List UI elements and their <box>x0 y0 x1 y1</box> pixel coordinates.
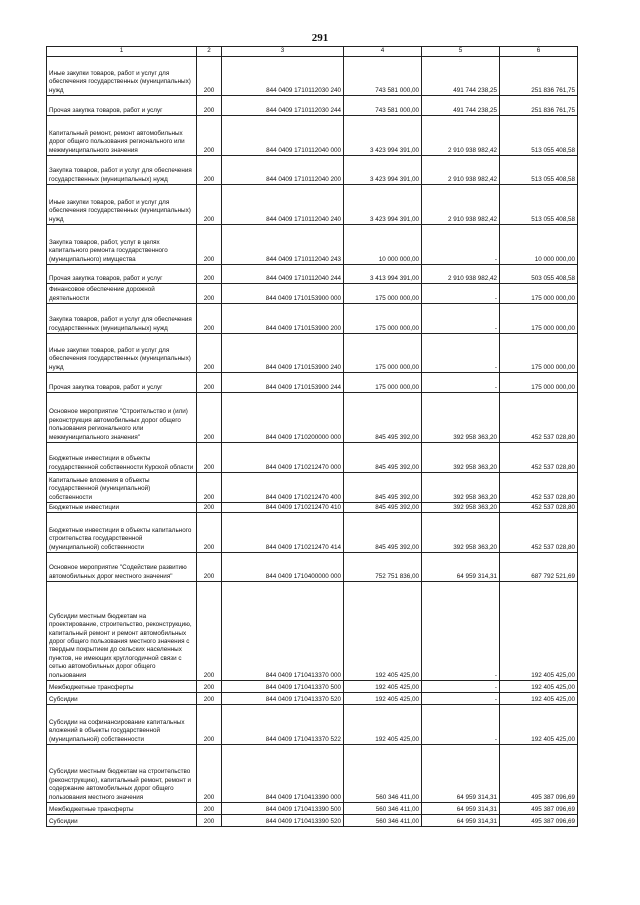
row-name: Основное мероприятие "Строительство и (или) реконструкция автомобильных дорог общего пользования регионального или межмуниципального значения" <box>47 393 197 443</box>
table-row <box>47 443 578 473</box>
row-name: Прочая закупка товаров, работ и услуг <box>47 96 197 116</box>
row-executed-amount: 2 910 938 982,42 <box>422 156 500 185</box>
row-budget-classification-code: 844 0409 1710200000 000 <box>222 393 344 443</box>
row-line-code: 200 <box>197 185 222 225</box>
row-approved-amount: 743 581 000,00 <box>344 96 422 116</box>
row-executed-amount: - <box>422 304 500 334</box>
row-executed-amount: - <box>422 373 500 393</box>
row-line-code: 200 <box>197 265 222 284</box>
row-name: Капитальные вложения в объекты государственной (муниципальной) собственности <box>47 473 197 503</box>
row-approved-amount: 752 751 836,00 <box>344 553 422 582</box>
table-row <box>47 156 578 185</box>
row-budget-classification-code: 844 0409 1710153900 244 <box>222 373 344 393</box>
row-line-code: 200 <box>197 582 222 681</box>
row-approved-amount: 175 000 000,00 <box>344 373 422 393</box>
row-name: Финансовое обеспечение дорожной деятельности <box>47 284 197 304</box>
table-row <box>47 304 578 334</box>
row-budget-classification-code: 844 0409 1710413390 500 <box>222 803 344 815</box>
row-approved-amount: 560 346 411,00 <box>344 815 422 827</box>
row-approved-amount: 845 495 392,00 <box>344 393 422 443</box>
row-approved-amount: 3 423 994 391,00 <box>344 116 422 156</box>
row-approved-amount: 192 405 425,00 <box>344 582 422 681</box>
column-header: 3 <box>222 47 344 57</box>
row-executed-amount: - <box>422 225 500 265</box>
table-row <box>47 745 578 803</box>
page-number: 291 <box>311 32 329 44</box>
table-row <box>47 265 578 284</box>
row-approved-amount: 192 405 425,00 <box>344 705 422 745</box>
table-row <box>47 681 578 693</box>
row-unexecuted-amount: 192 405 425,00 <box>500 705 578 745</box>
table-row <box>47 225 578 265</box>
row-unexecuted-amount: 495 387 096,69 <box>500 745 578 803</box>
row-unexecuted-amount: 175 000 000,00 <box>500 304 578 334</box>
table-row <box>47 815 578 827</box>
row-unexecuted-amount: 251 836 761,75 <box>500 96 578 116</box>
row-budget-classification-code: 844 0409 1710112040 244 <box>222 265 344 284</box>
column-header: 5 <box>422 47 500 57</box>
row-line-code: 200 <box>197 334 222 373</box>
row-line-code: 200 <box>197 304 222 334</box>
row-budget-classification-code: 844 0409 1710400000 000 <box>222 553 344 582</box>
row-line-code: 200 <box>197 681 222 693</box>
row-line-code: 200 <box>197 503 222 513</box>
row-budget-classification-code: 844 0409 1710112040 240 <box>222 185 344 225</box>
row-budget-classification-code: 844 0409 1710112040 243 <box>222 225 344 265</box>
row-line-code: 200 <box>197 815 222 827</box>
row-line-code: 200 <box>197 96 222 116</box>
table-row <box>47 185 578 225</box>
row-executed-amount: 392 958 363,20 <box>422 513 500 553</box>
row-unexecuted-amount: 10 000 000,00 <box>500 225 578 265</box>
row-budget-classification-code: 844 0409 1710212470 414 <box>222 513 344 553</box>
row-unexecuted-amount: 175 000 000,00 <box>500 284 578 304</box>
row-approved-amount: 560 346 411,00 <box>344 803 422 815</box>
row-budget-classification-code: 844 0409 1710153900 000 <box>222 284 344 304</box>
row-name: Субсидии местным бюджетам на строительство (реконструкцию), капитальный ремонт, ремонт и содержание автомобильных дорог общего пользования местного значения <box>47 745 197 803</box>
row-name: Закупка товаров, работ и услуг для обеспечения государственных (муниципальных) нужд <box>47 304 197 334</box>
column-header: 6 <box>500 47 578 57</box>
row-unexecuted-amount: 452 537 028,80 <box>500 443 578 473</box>
row-executed-amount: - <box>422 284 500 304</box>
row-unexecuted-amount: 513 055 408,58 <box>500 116 578 156</box>
row-line-code: 200 <box>197 705 222 745</box>
row-unexecuted-amount: 452 537 028,80 <box>500 503 578 513</box>
table-row <box>47 334 578 373</box>
row-executed-amount: 2 910 938 982,42 <box>422 185 500 225</box>
row-budget-classification-code: 844 0409 1710212470 400 <box>222 473 344 503</box>
row-executed-amount: 2 910 938 982,42 <box>422 116 500 156</box>
row-approved-amount: 3 413 994 391,00 <box>344 265 422 284</box>
row-line-code: 200 <box>197 156 222 185</box>
row-executed-amount: 64 959 314,31 <box>422 745 500 803</box>
row-approved-amount: 845 495 392,00 <box>344 473 422 503</box>
row-budget-classification-code: 844 0409 1710112040 000 <box>222 116 344 156</box>
row-unexecuted-amount: 192 405 425,00 <box>500 582 578 681</box>
row-executed-amount: 491 744 238,25 <box>422 57 500 96</box>
row-approved-amount: 3 423 994 391,00 <box>344 156 422 185</box>
row-budget-classification-code: 844 0409 1710413390 520 <box>222 815 344 827</box>
table-row <box>47 473 578 503</box>
row-budget-classification-code: 844 0409 1710413370 500 <box>222 681 344 693</box>
row-executed-amount: 64 959 314,31 <box>422 815 500 827</box>
row-executed-amount: - <box>422 681 500 693</box>
row-line-code: 200 <box>197 553 222 582</box>
row-name: Закупка товаров, работ, услуг в целях капитального ремонта государственного (муниципального) имущества <box>47 225 197 265</box>
row-name: Субсидии местным бюджетам на проектирование, строительство, реконструкцию, капитальный ремонт и ремонт автомобильных дорог общего пользования местного значения с твердым покрытием до сельских населенных пунктов, не имеющих круглогодичной связи с сетью автомобильных дорог общего пользования <box>47 582 197 681</box>
row-executed-amount: - <box>422 693 500 705</box>
table-row <box>47 803 578 815</box>
row-executed-amount: 64 959 314,31 <box>422 553 500 582</box>
row-name: Закупка товаров, работ и услуг для обеспечения государственных (муниципальных) нужд <box>47 156 197 185</box>
row-name: Субсидии <box>47 693 197 705</box>
row-unexecuted-amount: 452 537 028,80 <box>500 393 578 443</box>
table-row <box>47 503 578 513</box>
row-executed-amount: 392 958 363,20 <box>422 473 500 503</box>
row-approved-amount: 743 581 000,00 <box>344 57 422 96</box>
row-line-code: 200 <box>197 693 222 705</box>
column-header: 1 <box>47 47 197 57</box>
row-executed-amount: 64 959 314,31 <box>422 803 500 815</box>
row-budget-classification-code: 844 0409 1710112030 244 <box>222 96 344 116</box>
row-unexecuted-amount: 452 537 028,80 <box>500 513 578 553</box>
row-budget-classification-code: 844 0409 1710413370 000 <box>222 582 344 681</box>
row-unexecuted-amount: 192 405 425,00 <box>500 693 578 705</box>
row-unexecuted-amount: 251 836 761,75 <box>500 57 578 96</box>
row-executed-amount: - <box>422 582 500 681</box>
row-executed-amount: - <box>422 334 500 373</box>
row-approved-amount: 845 495 392,00 <box>344 443 422 473</box>
row-name: Бюджетные инвестиции в объекты государственной собственности Курской области <box>47 443 197 473</box>
row-line-code: 200 <box>197 116 222 156</box>
column-header: 4 <box>344 47 422 57</box>
table-row <box>47 393 578 443</box>
row-budget-classification-code: 844 0409 1710413390 000 <box>222 745 344 803</box>
row-approved-amount: 175 000 000,00 <box>344 284 422 304</box>
row-executed-amount: - <box>422 705 500 745</box>
row-unexecuted-amount: 503 055 408,58 <box>500 265 578 284</box>
row-line-code: 200 <box>197 57 222 96</box>
table-row <box>47 284 578 304</box>
row-line-code: 200 <box>197 745 222 803</box>
row-budget-classification-code: 844 0409 1710153900 200 <box>222 304 344 334</box>
row-executed-amount: 2 910 938 982,42 <box>422 265 500 284</box>
row-budget-classification-code: 844 0409 1710112040 200 <box>222 156 344 185</box>
row-approved-amount: 175 000 000,00 <box>344 304 422 334</box>
row-approved-amount: 560 346 411,00 <box>344 745 422 803</box>
row-name: Иные закупки товаров, работ и услуг для обеспечения государственных (муниципальных) нужд <box>47 57 197 96</box>
row-unexecuted-amount: 175 000 000,00 <box>500 373 578 393</box>
row-unexecuted-amount: 192 405 425,00 <box>500 681 578 693</box>
row-budget-classification-code: 844 0409 1710413370 520 <box>222 693 344 705</box>
row-name: Субсидии <box>47 815 197 827</box>
row-line-code: 200 <box>197 473 222 503</box>
row-name: Иные закупки товаров, работ и услуг для обеспечения государственных (муниципальных) нужд <box>47 185 197 225</box>
row-line-code: 200 <box>197 803 222 815</box>
row-name: Межбюджетные трансферты <box>47 803 197 815</box>
row-unexecuted-amount: 513 055 408,58 <box>500 156 578 185</box>
row-budget-classification-code: 844 0409 1710112030 240 <box>222 57 344 96</box>
row-name: Прочая закупка товаров, работ и услуг <box>47 265 197 284</box>
row-approved-amount: 10 000 000,00 <box>344 225 422 265</box>
row-name: Иные закупки товаров, работ и услуг для обеспечения государственных (муниципальных) нужд <box>47 334 197 373</box>
column-header: 2 <box>197 47 222 57</box>
row-name: Бюджетные инвестиции <box>47 503 197 513</box>
budget-execution-table <box>46 46 578 827</box>
row-name: Бюджетные инвестиции в объекты капитального строительства государственной (муниципальной) собственности <box>47 513 197 553</box>
row-name: Субсидии на софинансирование капитальных вложений в объекты государственной (муниципальной) собственности <box>47 705 197 745</box>
row-unexecuted-amount: 495 387 096,69 <box>500 803 578 815</box>
row-approved-amount: 845 495 392,00 <box>344 513 422 553</box>
row-name: Межбюджетные трансферты <box>47 681 197 693</box>
row-line-code: 200 <box>197 225 222 265</box>
row-unexecuted-amount: 495 387 096,69 <box>500 815 578 827</box>
row-name: Основное мероприятие "Содействие развитию автомобильных дорог местного значения" <box>47 553 197 582</box>
row-executed-amount: 392 958 363,20 <box>422 393 500 443</box>
row-line-code: 200 <box>197 373 222 393</box>
row-line-code: 200 <box>197 443 222 473</box>
row-unexecuted-amount: 687 792 521,69 <box>500 553 578 582</box>
row-line-code: 200 <box>197 393 222 443</box>
row-budget-classification-code: 844 0409 1710212470 410 <box>222 503 344 513</box>
row-name: Капитальный ремонт, ремонт автомобильных дорог общего пользования регионального или межмуниципального значения <box>47 116 197 156</box>
row-line-code: 200 <box>197 284 222 304</box>
row-budget-classification-code: 844 0409 1710153900 240 <box>222 334 344 373</box>
row-executed-amount: 392 958 363,20 <box>422 443 500 473</box>
row-executed-amount: 491 744 238,25 <box>422 96 500 116</box>
table-row <box>47 96 578 116</box>
header-row <box>47 47 578 57</box>
table-row <box>47 582 578 681</box>
table-row <box>47 57 578 96</box>
table-row <box>47 705 578 745</box>
row-approved-amount: 175 000 000,00 <box>344 334 422 373</box>
row-approved-amount: 192 405 425,00 <box>344 693 422 705</box>
row-approved-amount: 192 405 425,00 <box>344 681 422 693</box>
table-row <box>47 116 578 156</box>
table-row <box>47 693 578 705</box>
row-budget-classification-code: 844 0409 1710413370 522 <box>222 705 344 745</box>
row-budget-classification-code: 844 0409 1710212470 000 <box>222 443 344 473</box>
table-body <box>47 57 578 827</box>
table-row <box>47 513 578 553</box>
row-executed-amount: 392 958 363,20 <box>422 503 500 513</box>
table-row <box>47 553 578 582</box>
row-line-code: 200 <box>197 513 222 553</box>
row-unexecuted-amount: 452 537 028,80 <box>500 473 578 503</box>
row-approved-amount: 3 423 994 391,00 <box>344 185 422 225</box>
row-name: Прочая закупка товаров, работ и услуг <box>47 373 197 393</box>
row-unexecuted-amount: 513 055 408,58 <box>500 185 578 225</box>
row-unexecuted-amount: 175 000 000,00 <box>500 334 578 373</box>
row-approved-amount: 845 495 392,00 <box>344 503 422 513</box>
table-row <box>47 373 578 393</box>
